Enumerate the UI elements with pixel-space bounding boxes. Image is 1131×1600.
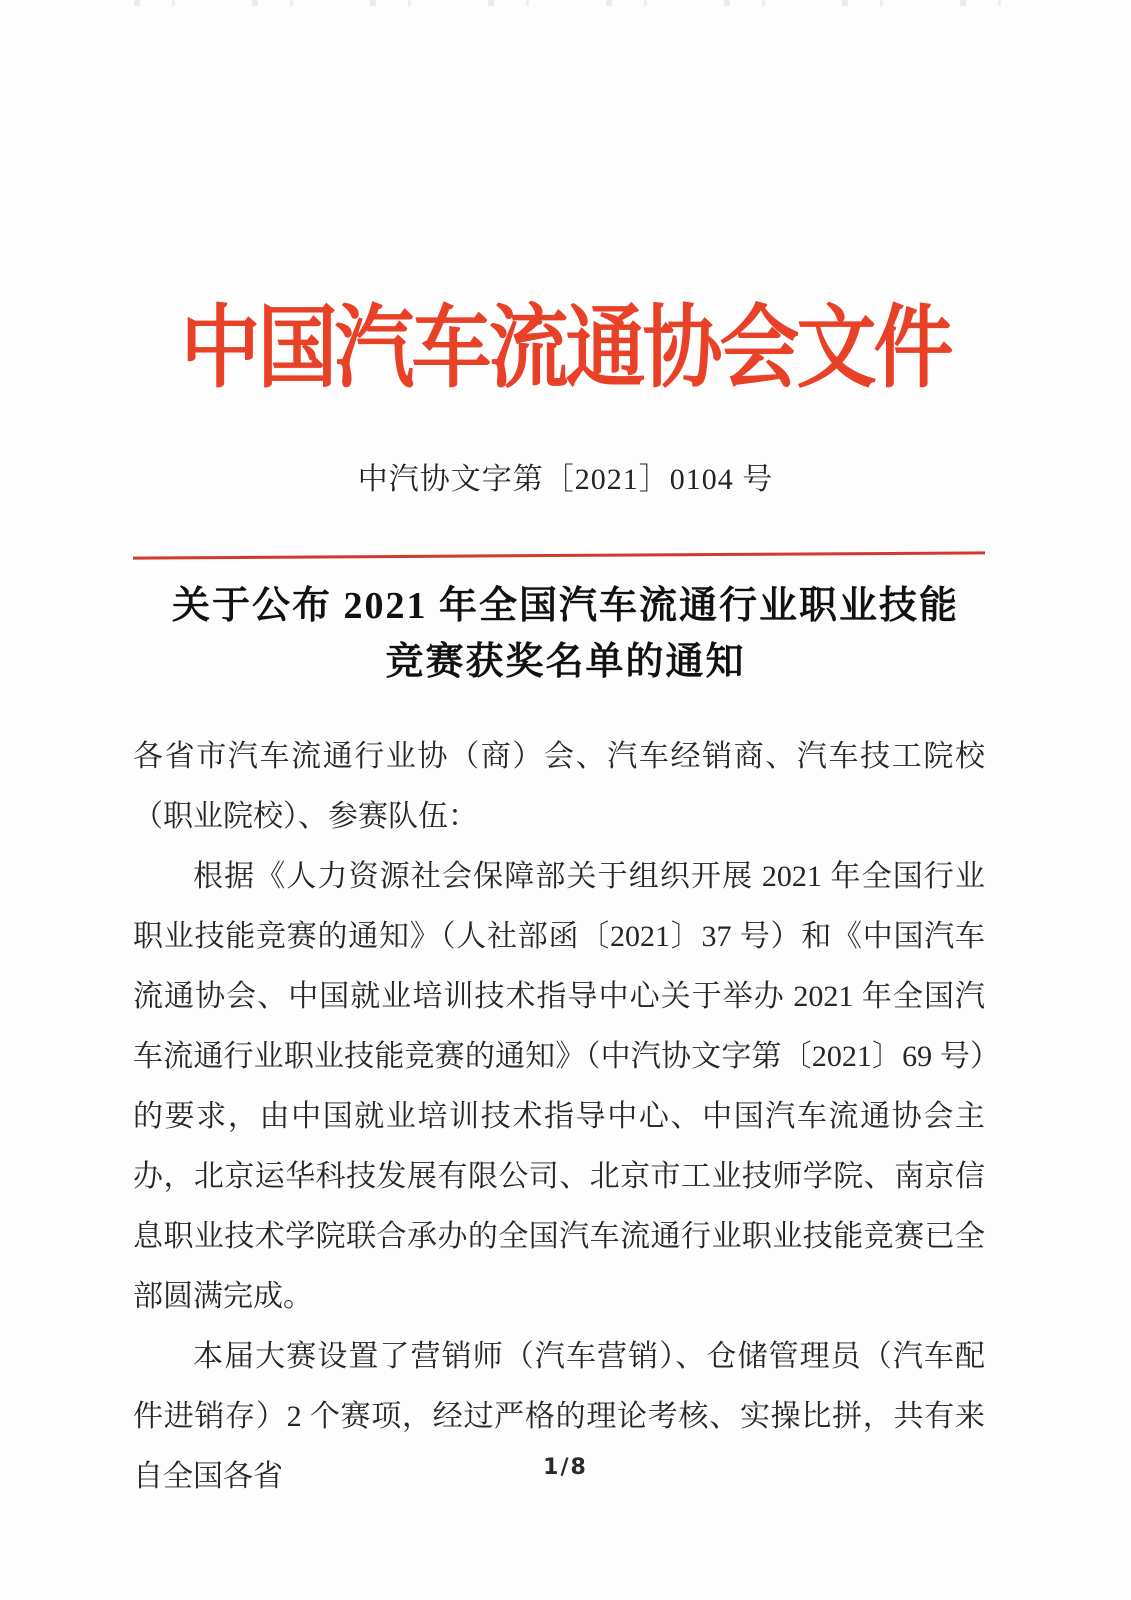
letterhead-org-title: 中国汽车流通协会文件 — [180, 300, 951, 399]
body-paragraph-1: 根据《人力资源社会保障部关于组织开展 2021 年全国行业职业技能竞赛的通知》（人社部函〔2021〕37 号）和《中国汽车流通协会、中国就业培训技术指导中心关于举办 2021 年全国汽车流通行业职业技能竞赛的通知》（中汽协文字第〔2021〕69 号）的要求，由中国就业培训技术指导中心、中国汽车流通协会主办，北京运华科技发展有限公司、北京市工业技师学院、南京信息职业技术学院联合承办的全国汽车流通行业职业技能竞赛已全部圆满完成。 — [133, 860, 985, 1313]
document-title — [0, 578, 1131, 690]
document-body — [133, 727, 985, 1507]
document-title-line1: 关于公布 2021 年全国汽车流通行业职业技能 — [171, 585, 959, 627]
scan-artifact-top — [100, 0, 1040, 6]
red-divider-rule — [133, 551, 985, 559]
document-title-line2: 竞赛获奖名单的通知 — [385, 641, 746, 683]
salutation-line: 各省市汽车流通行业协（商）会、汽车经销商、汽车技工院校（职业院校）、参赛队伍： — [133, 740, 985, 833]
page-number: 1/8 — [543, 1455, 588, 1480]
body-paragraph-2: 本届大赛设置了营销师（汽车营销）、仓储管理员（汽车配件进销存）2 个赛项，经过严格的理论考核、实操比拼，共有来自全国各省 — [133, 1340, 985, 1493]
document-number: 中汽协文字第［2021］0104 号 — [357, 463, 774, 496]
